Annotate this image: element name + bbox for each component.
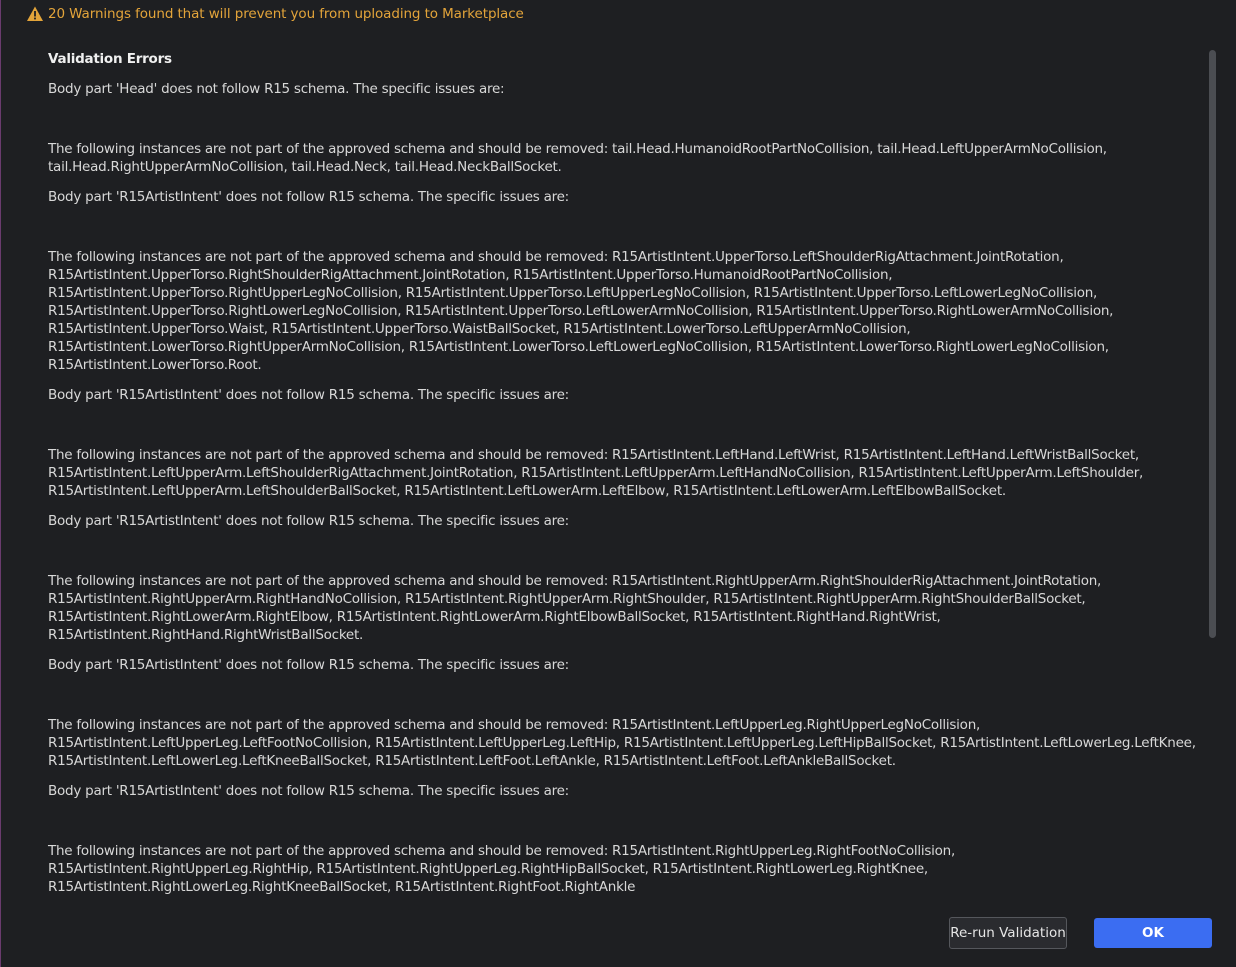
error-detail: The following instances are not part of the approved schema and should be removed: R15ArtistIntent.LeftUpperLeg.RightUpperLegNoCollision, R15ArtistIntent.LeftUpperLeg.LeftFootNoCollision, R15ArtistIntent.LeftUpperLeg.LeftHip, R15ArtistIntent.LeftUpperLeg.LeftHipBallSocket, R15ArtistIntent.LeftLowerLeg.LeftKnee, R15ArtistIntent.LeftLowerLeg.LeftKneeBallSocket, R15ArtistIntent.LeftFoot.LeftAnkle, R15ArtistIntent.LeftFoot.LeftAnkleBallSocket. [48, 717, 1196, 769]
error-detail: The following instances are not part of the approved schema and should be removed: R15ArtistIntent.LeftHand.LeftWrist, R15ArtistIntent.LeftHand.LeftWristBallSocket, R15ArtistIntent.LeftUpperArm.LeftShoulderRigAttachment.JointRotation, R15ArtistIntent.LeftUpperArm.LeftHandNoCollision, R15ArtistIntent.LeftUpperArm.LeftShoulder, R15ArtistIntent.LeftUpperArm.LeftShoulderBallSocket, R15ArtistIntent.LeftLowerArm.LeftElbow, R15ArtistIntent.LeftLowerArm.LeftElbowBallSocket. [48, 447, 1144, 499]
error-summary: Body part 'R15ArtistIntent' does not follow R15 schema. The specific issues are: [48, 657, 569, 673]
scrollbar-track[interactable] [1209, 50, 1216, 640]
error-detail: The following instances are not part of the approved schema and should be removed: R15ArtistIntent.RightUpperArm.RightShoulderRigAttachment.JointRotation, R15ArtistIntent.RightUpperArm.RightHandNoCollision, R15ArtistIntent.RightUpperArm.RightShoulder, R15ArtistIntent.RightUpperArm.RightShoulderBallSocket, R15ArtistIntent.RightLowerArm.RightElbow, R15ArtistIntent.RightLowerArm.RightElbowBallSocket, R15ArtistIntent.RightHand.RightWrist, R15ArtistIntent.RightHand.RightWristBallSocket. [48, 573, 1102, 643]
error-summary: Body part 'R15ArtistIntent' does not follow R15 schema. The specific issues are: [48, 387, 569, 403]
warning-banner [0, 0, 1236, 30]
error-summary: Body part 'R15ArtistIntent' does not follow R15 schema. The specific issues are: [48, 513, 569, 529]
error-summary: Body part 'R15ArtistIntent' does not follow R15 schema. The specific issues are: [48, 783, 569, 799]
error-detail: The following instances are not part of the approved schema and should be removed: R15ArtistIntent.RightUpperLeg.RightFootNoCollision, R15ArtistIntent.RightUpperLeg.RightHip, R15ArtistIntent.RightUpperLeg.RightHipBallSocket, R15ArtistIntent.RightLowerLeg.RightKnee, R15ArtistIntent.RightLowerLeg.RightKneeBallSocket, R15ArtistIntent.RightFoot.RightAnkle [48, 843, 956, 895]
validation-errors-content [48, 50, 1198, 908]
rerun-validation-button[interactable]: Re-run Validation [949, 917, 1067, 949]
validation-errors-heading: Validation Errors [48, 51, 172, 67]
ok-button[interactable]: OK [1094, 918, 1212, 948]
error-summary: Body part 'Head' does not follow R15 schema. The specific issues are: [48, 81, 505, 97]
warning-icon [26, 5, 44, 23]
validation-errors-panel[interactable] [0, 36, 1236, 895]
warning-message: 20 Warnings found that will prevent you from uploading to Marketplace [48, 6, 524, 22]
error-summary: Body part 'R15ArtistIntent' does not follow R15 schema. The specific issues are: [48, 189, 569, 205]
error-detail: The following instances are not part of the approved schema and should be removed: tail.Head.HumanoidRootPartNoCollision, tail.Head.LeftUpperArmNoCollision, tail.Head.RightUpperArmNoCollision, tail.Head.Neck, tail.Head.NeckBallSocket. [48, 141, 1107, 175]
error-detail: The following instances are not part of the approved schema and should be removed: R15ArtistIntent.UpperTorso.LeftShoulderRigAttachment.JointRotation, R15ArtistIntent.UpperTorso.RightShoulderRigAttachment.JointRotation, R15ArtistIntent.UpperTorso.HumanoidRootPartNoCollision, R15ArtistIntent.UpperTorso.RightUpperLegNoCollision, R15ArtistIntent.UpperTorso.LeftUpperLegNoCollision, R15ArtistIntent.UpperTorso.LeftLowerLegNoCollision, R15ArtistIntent.UpperTorso.RightLowerLegNoCollision, R15ArtistIntent.UpperTorso.LeftLowerArmNoCollision, R15ArtistIntent.UpperTorso.RightLowerArmNoCollision, R15ArtistIntent.UpperTorso.Waist, R15ArtistIntent.UpperTorso.WaistBallSocket, R15ArtistIntent.LowerTorso.LeftUpperArmNoCollision, R15ArtistIntent.LowerTorso.RightUpperArmNoCollision, R15ArtistIntent.LowerTorso.LeftLowerLegNoCollision, R15ArtistIntent.LowerTorso.RightLowerLegNoCollision, R15ArtistIntent.LowerTorso.Root. [48, 249, 1114, 373]
scrollbar-thumb[interactable] [1209, 50, 1216, 638]
